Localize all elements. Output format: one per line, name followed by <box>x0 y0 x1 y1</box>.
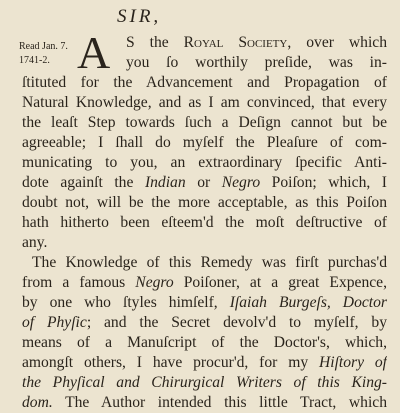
italic-text: Negro <box>135 274 174 291</box>
text-segment: means of a Manuſcript of the Doctor's, which, <box>22 334 387 351</box>
text-line <box>22 193 387 213</box>
text-segment: dote againſt the <box>22 174 145 191</box>
text-line <box>22 133 387 153</box>
drop-cap: A <box>77 27 111 78</box>
text-line <box>22 213 387 233</box>
text-line <box>22 233 387 253</box>
text-segment: Poiſoner, at a great Expence, <box>173 274 387 291</box>
italic-text: the Phyſical and Chirurgical Writers of this King- <box>22 374 387 391</box>
text-segment: The Knowledge of this Remedy was firſt purchas'd <box>32 254 387 271</box>
text-segment: or <box>185 174 222 191</box>
text-line <box>22 313 387 333</box>
text-segment: municating to you, an extraordinary ſpecific Anti- <box>22 154 387 171</box>
text-line <box>22 93 387 113</box>
italic-text: of Phyſic <box>22 314 87 331</box>
italic-text: Negro <box>221 174 261 191</box>
text-segment: the leaſt Step towards ſuch a Deſign cannot but be <box>22 114 387 131</box>
italic-text: Iſaiah Burgeſs, Doctor <box>229 294 387 311</box>
text-line <box>22 393 387 413</box>
text-line <box>22 113 387 133</box>
text-segment: S the <box>126 34 184 51</box>
text-line <box>22 153 387 173</box>
margin-note-year: 1741-2. <box>19 55 50 66</box>
text-line <box>126 53 387 73</box>
text-segment: ſtituted for the Advancement and Propagation of <box>22 74 387 91</box>
text-line <box>126 33 387 53</box>
italic-text: Hiſtory of <box>318 354 387 371</box>
text-segment: The Author intended this little Tract, which <box>52 394 387 411</box>
salutation: SIR, <box>117 6 162 27</box>
italic-text: dom. <box>22 394 53 411</box>
text-line <box>22 273 387 293</box>
small-caps-text: Royal Society <box>183 34 288 51</box>
text-segment: any. <box>22 234 48 251</box>
text-segment: from a famous <box>22 274 136 291</box>
text-line <box>22 373 387 393</box>
text-segment: ; and the Secret devolv'd to myſelf, by <box>86 314 387 331</box>
text-segment: Poiſon; which, I <box>260 174 387 191</box>
text-line <box>22 73 387 93</box>
text-segment: doubt not, will be the more acceptable, as this Poiſon <box>22 194 387 211</box>
text-segment: Natural Knowledge, and as I am convinced, that every <box>22 94 387 111</box>
text-segment: hath hitherto been eſteem'd the moſt deſtructive of <box>22 214 387 231</box>
italic-text: Indian <box>144 174 186 191</box>
margin-note-date: Read Jan. 7. <box>19 41 68 52</box>
text-segment: agreeable; I ſhall do myſelf the Pleaſure of com- <box>22 134 387 151</box>
text-line <box>22 353 387 373</box>
text-line <box>22 173 387 193</box>
text-line <box>22 293 387 313</box>
text-segment: , over which <box>287 34 387 51</box>
text-segment: you ſo worthily preſide, was in- <box>126 54 387 71</box>
text-segment: amongſt others, I have procur'd, for my <box>22 354 319 371</box>
text-line <box>22 333 387 353</box>
text-line <box>32 253 387 273</box>
text-segment: by one who ſtyles himſelf, <box>22 294 230 311</box>
